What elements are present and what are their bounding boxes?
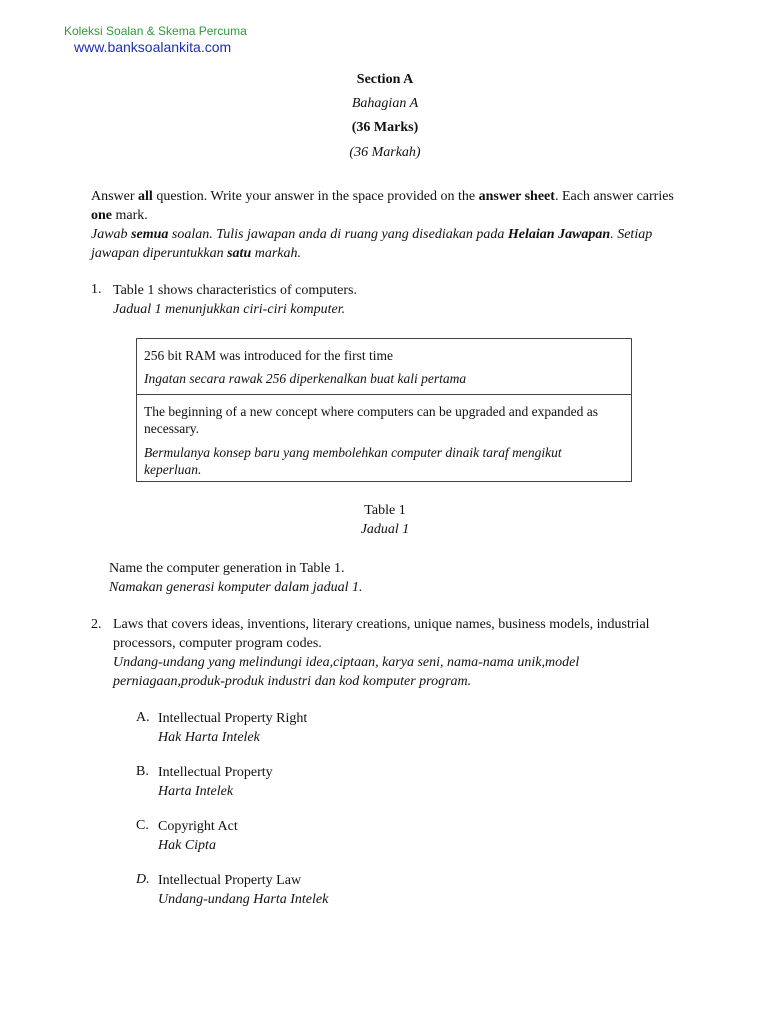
option-text-ms: Hak Harta Intelek	[158, 730, 260, 745]
option-text: Intellectual Property	[158, 765, 273, 780]
table-cell-en: 256 bit RAM was introduced for the first time	[144, 348, 393, 363]
watermark-url[interactable]: www.banksoalankita.com	[74, 39, 232, 55]
question-2-text: Laws that covers ideas, inventions, literary creations, unique names, business models, industrial processors, computer program codes.	[113, 617, 650, 651]
question-2-text-ms: Undang-undang yang melindungi idea,ciptaan, karya seni, nama-nama unik,model perniagaan,produk-produk industri dan kod komputer program.	[113, 655, 580, 689]
option-letter: D.	[136, 872, 150, 887]
question-2-number: 2.	[91, 617, 102, 632]
option-text: Intellectual Property Law	[158, 873, 302, 888]
option-letter: A.	[136, 710, 150, 725]
question-1-text-ms: Jadual 1 menunjukkan ciri-ciri komputer.	[113, 302, 346, 317]
section-title-ms: Bahagian A	[351, 96, 419, 111]
table-1	[136, 338, 632, 482]
option-text: Copyright Act	[158, 819, 238, 834]
question-1-number: 1.	[91, 282, 102, 297]
marks-label: (36 Marks)	[351, 120, 419, 135]
instructions-ms: Jawab semua soalan. Tulis jawapan anda di ruang yang disediakan pada Helaian Jawapan. Setiap jawapan diperuntukkan satu markah.	[91, 227, 653, 261]
table-cell-ms: Bermulanya konsep baru yang membolehkan computer dinaik taraf mengikut keperluan.	[144, 445, 562, 477]
table-caption: Table 1	[364, 503, 406, 518]
instructions-en: Answer all question. Write your answer in the space provided on the answer sheet. Each answer carries one mark.	[91, 189, 674, 223]
question-1-prompt: Name the computer generation in Table 1.	[109, 561, 345, 576]
option-text-ms: Harta Intelek	[158, 784, 234, 799]
option-text-ms: Undang-undang Harta Intelek	[158, 892, 329, 907]
marks-label-ms: (36 Markah)	[349, 145, 421, 160]
option-letter: B.	[136, 764, 149, 779]
table-caption-ms: Jadual 1	[360, 522, 410, 537]
watermark-title: Koleksi Soalan & Skema Percuma	[64, 24, 247, 38]
table-row	[137, 339, 631, 395]
table-cell-ms: Ingatan secara rawak 256 diperkenalkan buat kali pertama	[144, 371, 467, 386]
question-1-prompt-ms: Namakan generasi komputer dalam jadual 1.	[109, 580, 363, 595]
section-title: Section A	[356, 72, 414, 87]
question-1-text: Table 1 shows characteristics of computers.	[113, 283, 357, 298]
table-cell-en: The beginning of a new concept where computers can be upgraded and expanded as necessary.	[144, 404, 598, 436]
option-text: Intellectual Property Right	[158, 711, 308, 726]
option-text-ms: Hak Cipta	[158, 838, 216, 853]
option-letter: C.	[136, 818, 149, 833]
